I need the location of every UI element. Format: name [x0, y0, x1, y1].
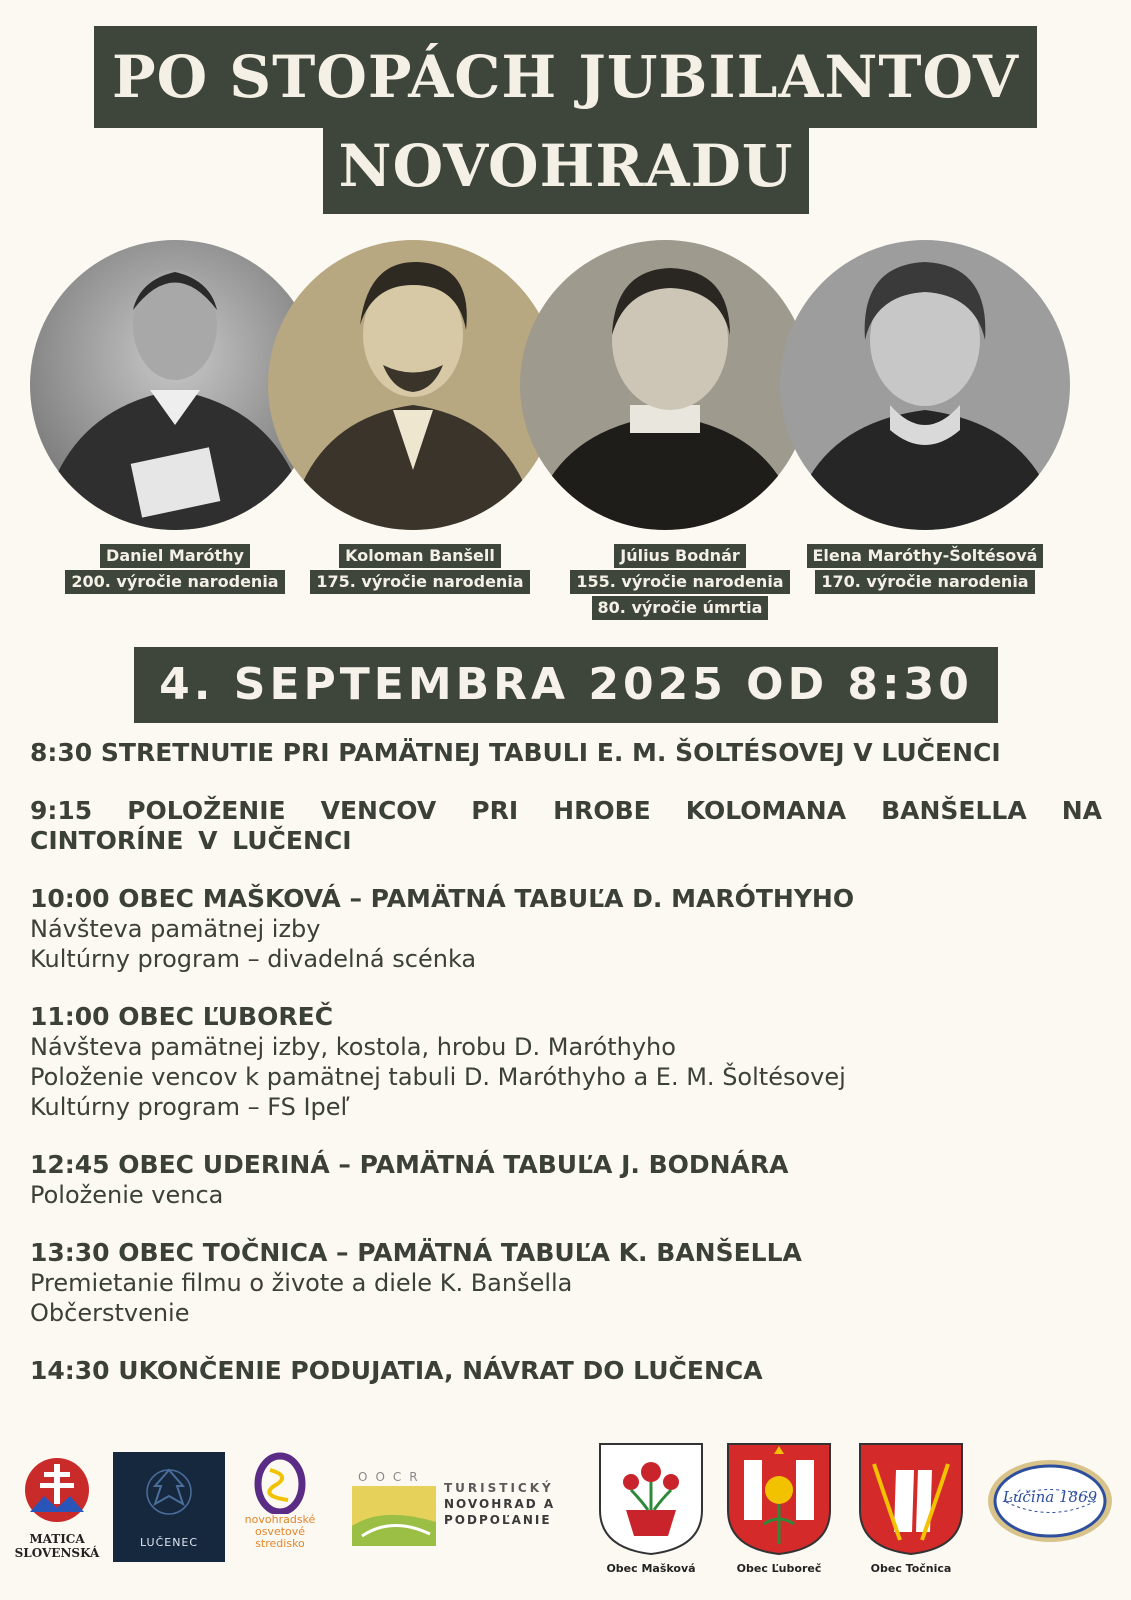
caption-julius-bodnar	[550, 544, 810, 622]
oocr-turisticky-novohrad-logo	[352, 1470, 582, 1560]
title-line-2: NOVOHRADU	[323, 126, 809, 214]
tocnica-label: Obec Točnica	[870, 1562, 952, 1575]
tur-label-1: TURISTICKÝ	[444, 1481, 554, 1495]
schedule-item-heading: 14:30 UKONČENIE PODUJATIA, NÁVRAT DO LUČENCA	[30, 1356, 763, 1385]
tur-label-3: PODPOĽANIE	[444, 1513, 552, 1527]
maskova-shield-icon	[596, 1440, 706, 1558]
lucina-logo	[986, 1458, 1114, 1544]
novohradske-osvetove-stredisko-logo	[230, 1452, 330, 1562]
caption-elena-marothy-soltesova	[795, 544, 1055, 596]
lucenec-logo	[113, 1452, 225, 1562]
title-line-1: PO STOPÁCH JUBILANTOV	[94, 26, 1037, 128]
schedule-item	[30, 1356, 1102, 1386]
schedule-item-heading: 13:30 OBEC TOČNICA – PAMÄTNÁ TABUĽA K. BANŠELLA	[30, 1238, 802, 1267]
nos-label-2: osvetové	[254, 1525, 306, 1538]
matica-shield-icon	[12, 1452, 102, 1532]
jubilant-anniversary: 155. výročie narodenia	[570, 570, 789, 594]
schedule-item	[30, 1238, 1102, 1328]
caption-daniel-marothy	[45, 544, 305, 596]
matica-slovenska-logo	[12, 1452, 102, 1562]
schedule-item-detail: Občerstvenie	[30, 1299, 190, 1327]
schedule-item-detail: Položenie venca	[30, 1181, 224, 1209]
schedule-item	[30, 884, 1102, 974]
obec-tocnica-crest	[856, 1440, 966, 1580]
jubilant-anniversary: 170. výročie narodenia	[815, 570, 1034, 594]
schedule-item	[30, 1002, 1102, 1122]
oocr-label: OOCR	[358, 1470, 426, 1484]
schedule-item	[30, 1150, 1102, 1210]
luborec-shield-icon	[724, 1440, 834, 1558]
schedule-item-detail: Kultúrny program – FS Ipeľ	[30, 1093, 350, 1121]
schedule-item-heading: 9:15 POLOŽENIE VENCOV PRI HROBE KOLOMANA BANŠELLA NA CINTORÍNE V LUČENCI	[30, 796, 1102, 855]
schedule-item-detail: Návšteva pamätnej izby, kostola, hrobu D. Maróthyho	[30, 1033, 676, 1061]
obec-luborec-crest	[724, 1440, 834, 1580]
nos-emblem-icon	[230, 1452, 330, 1514]
jubilant-anniversary: 200. výročie narodenia	[65, 570, 284, 594]
lucina-label: Lúčina 1869	[1002, 1488, 1098, 1506]
schedule-item-detail: Kultúrny program – divadelná scénka	[30, 945, 477, 973]
jubilant-name: Daniel Maróthy	[100, 544, 250, 568]
jubilant-anniversary: 175. výročie narodenia	[310, 570, 529, 594]
schedule-item	[30, 738, 1102, 768]
caption-koloman-bansell	[290, 544, 550, 596]
schedule-item-detail: Položenie vencov k pamätnej tabuli D. Maróthyho a E. M. Šoltésovej	[30, 1063, 846, 1091]
schedule-item-heading: 12:45 OBEC UDERINÁ – PAMÄTNÁ TABUĽA J. BODNÁRA	[30, 1150, 789, 1179]
tocnica-shield-icon	[856, 1440, 966, 1558]
tur-label-2: NOVOHRAD A	[444, 1497, 556, 1511]
eagle-icon	[113, 1452, 225, 1532]
nos-label-1: novohradské	[244, 1513, 316, 1526]
schedule-item-detail: Návšteva pamätnej izby	[30, 915, 321, 943]
schedule-item	[30, 796, 1102, 856]
obec-maskova-crest	[596, 1440, 706, 1580]
jubilant-death-anniversary: 80. výročie úmrtia	[592, 596, 769, 620]
schedule	[30, 738, 1102, 1414]
portrait-julius-bodnar	[520, 240, 810, 530]
lucenec-label: LUČENEC	[139, 1536, 199, 1549]
portrait-koloman-bansell	[268, 240, 558, 530]
matica-slovenska-label: MATICA SLOVENSKÁ	[14, 1532, 100, 1560]
nos-label-3: stredisko	[255, 1537, 305, 1550]
schedule-item-detail: Premietanie filmu o živote a diele K. Banšella	[30, 1269, 573, 1297]
schedule-item-heading: 8:30 STRETNUTIE PRI PAMÄTNEJ TABULI E. M. ŠOLTÉSOVEJ V LUČENCI	[30, 738, 1001, 767]
maskova-label: Obec Mašková	[606, 1562, 696, 1575]
schedule-item-heading: 10:00 OBEC MAŠKOVÁ – PAMÄTNÁ TABUĽA D. MARÓTHYHO	[30, 884, 855, 913]
jubilant-name: Elena Maróthy-Šoltésová	[807, 544, 1044, 568]
jubilant-name: Koloman Banšell	[339, 544, 501, 568]
luborec-label: Obec Ľuboreč	[736, 1562, 822, 1575]
schedule-item-heading: 11:00 OBEC ĽUBOREČ	[30, 1002, 334, 1031]
portrait-elena-marothy-soltesova	[780, 240, 1070, 530]
jubilant-name: Július Bodnár	[614, 544, 746, 568]
sun-landscape-icon	[352, 1486, 436, 1546]
event-date: 4. SEPTEMBRA 2025 OD 8:30	[134, 647, 998, 723]
